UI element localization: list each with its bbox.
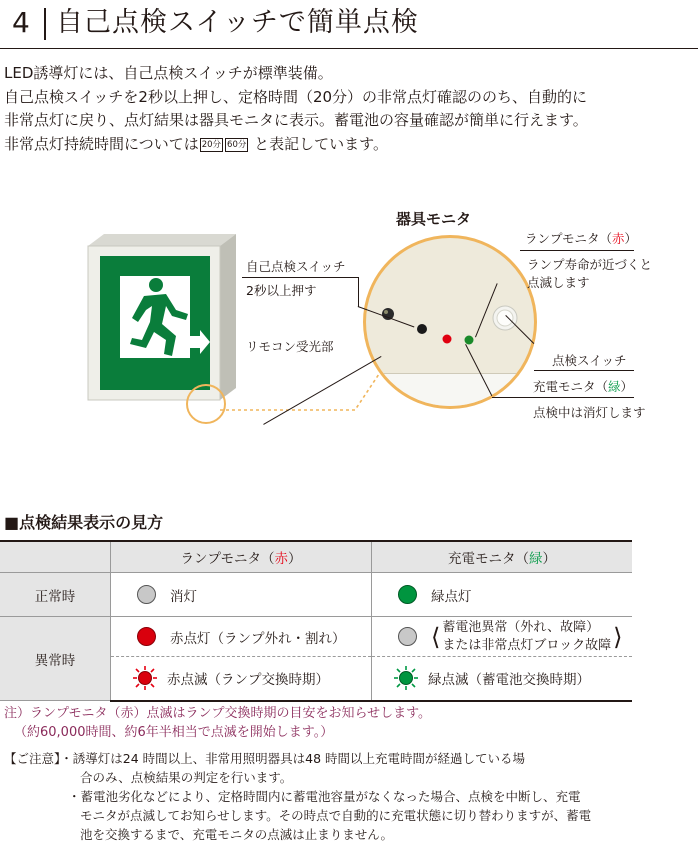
green-blink-icon (394, 666, 418, 690)
table-header-row (0, 541, 632, 573)
label-press-2s: 2秒以上押す (246, 283, 317, 298)
label-remote-receiver: リモコン受光部 (246, 339, 334, 354)
intro-line-3: 非常点灯に戻り、点灯結果は器具モニタに表示。蓄電池の容量確認が簡単に行えます。 (4, 111, 588, 129)
text-abn-charge-1b: または非常点灯ブロック故障 (442, 637, 612, 653)
section-header (0, 0, 698, 49)
monitor-title: 器具モニタ (396, 210, 472, 228)
label-lamp-monitor-text: ランプモニタ（ (525, 231, 613, 246)
col-header-charge (372, 541, 633, 573)
col-header-lamp (111, 541, 372, 573)
duration-badge-20: 20分 (201, 139, 222, 150)
row-header-abnormal: 異常時 (0, 617, 111, 701)
note-text (4, 704, 431, 742)
section-title: 自己点検スイッチで簡単点検 (56, 7, 419, 38)
label-charge-monitor (533, 378, 633, 396)
gray-dot-icon (398, 627, 417, 646)
zoom-connector-line (215, 360, 390, 420)
lamp-monitor-underline (520, 250, 634, 251)
leader-charge-h (492, 397, 634, 398)
label-charge-monitor-color: 緑 (608, 379, 621, 394)
label-self-check-switch: 自己点検スイッチ (246, 259, 346, 274)
duration-badge-60: 60分 (227, 139, 247, 150)
text-abn-charge-1a: 蓄電池異常（外れ、故障） (442, 619, 600, 635)
label-charge-off: 点検中は消灯します (533, 405, 646, 420)
leader-check-switch-h (534, 370, 634, 371)
table-section-title: ■点検結果表示の見方 (4, 513, 164, 532)
label-lamp-life-1: ランプ寿命が近づくと (527, 257, 653, 272)
leader-switch (242, 277, 358, 278)
label-lamp-monitor-close: ） (624, 231, 638, 246)
caution-label: 【ご注意】 (4, 751, 61, 766)
col-header-charge-close: ） (542, 551, 556, 567)
monitor-components (366, 238, 534, 406)
cell-normal-charge (372, 573, 633, 617)
intro-line-1: LED誘導灯には、自己点検スイッチが標準装備。 (4, 64, 333, 82)
note-line-1: 注）ランプモニタ（赤）点滅はランプ交換時期の目安をお知らせします。 (4, 706, 432, 721)
cell-abn-charge-2 (372, 657, 633, 701)
text-normal-charge: 緑点灯 (431, 588, 472, 605)
text-abn-lamp-1: 赤点灯（ランプ外れ・割れ） (170, 630, 346, 647)
row-header-normal: 正常時 (0, 573, 111, 617)
brace-right-icon: ⟩ (613, 622, 623, 651)
intro-line-4-post: と表記しています。 (254, 134, 388, 153)
brace-left-icon: ⟨ (431, 622, 441, 651)
table-row (0, 573, 632, 617)
col-header-charge-text: 充電モニタ（ (448, 551, 529, 567)
section-number: 4 (12, 6, 30, 39)
text-abn-charge-1 (442, 619, 611, 655)
caution-line-1 (4, 749, 591, 768)
label-charge-monitor-close: ） (620, 379, 634, 394)
cell-normal-lamp (111, 573, 372, 617)
label-lamp-monitor-color: 赤 (612, 231, 625, 246)
result-table (0, 540, 632, 702)
intro-line-4-pre: 非常点灯持続時間については (4, 134, 199, 153)
cell-abn-lamp-1 (111, 617, 372, 657)
table-row (0, 617, 632, 657)
text-abn-charge-2: 緑点滅（蓄電池交換時期） (428, 672, 590, 689)
leader-switch-v (358, 277, 359, 307)
col-header-charge-color: 緑 (529, 551, 543, 567)
text-normal-lamp: 消灯 (170, 588, 197, 605)
green-dot-icon (398, 585, 417, 604)
header-divider (44, 8, 46, 40)
cell-abn-lamp-2 (111, 657, 372, 701)
col-header-lamp-color: 赤 (274, 551, 288, 567)
label-charge-monitor-text: 充電モニタ（ (533, 379, 609, 394)
caution-b2-1: ・蓄電池劣化などにより、定格時間内に蓄電池容量がなくなった場合、点検を中断し、充電 (68, 789, 581, 804)
label-lamp-life-2: 点滅します (527, 275, 590, 290)
label-check-switch: 点検スイッチ (552, 353, 627, 368)
red-blink-icon (133, 666, 157, 690)
gray-dot-icon (137, 585, 156, 604)
cell-abn-charge-1 (372, 617, 633, 657)
text-abn-lamp-2: 赤点滅（ランプ交換時期） (167, 672, 329, 689)
note-line-2: （約60,000時間、約6年半相当で点滅を開始します。） (14, 725, 334, 740)
label-lamp-monitor (525, 230, 637, 248)
caution-b2-3: 池を交換するまで、充電モニタの点滅は止まりません。 (80, 827, 394, 842)
caution-text (4, 749, 591, 844)
table-corner (0, 541, 111, 573)
caution-b2-2: モニタが点滅してお知らせします。その時点で自動的に充電状態に切り替わりますが、蓄電 (80, 808, 592, 823)
intro-line-2: 自己点検スイッチを2秒以上押し、定格時間（20分）の非常点灯確認ののち、自動的に (4, 87, 588, 106)
caution-b1-1: ・誘導灯は24 時間以上、非常用照明器具は48 時間以上充電時間が経過している場 (60, 751, 526, 766)
red-dot-icon (137, 627, 156, 646)
col-header-lamp-close: ） (287, 551, 302, 567)
col-header-lamp-text: ランプモニタ（ (180, 551, 275, 567)
intro-line-4 (4, 133, 698, 157)
caution-b1-2: 合のみ、点検結果の判定を行います。 (80, 770, 293, 785)
intro-text (4, 62, 698, 156)
